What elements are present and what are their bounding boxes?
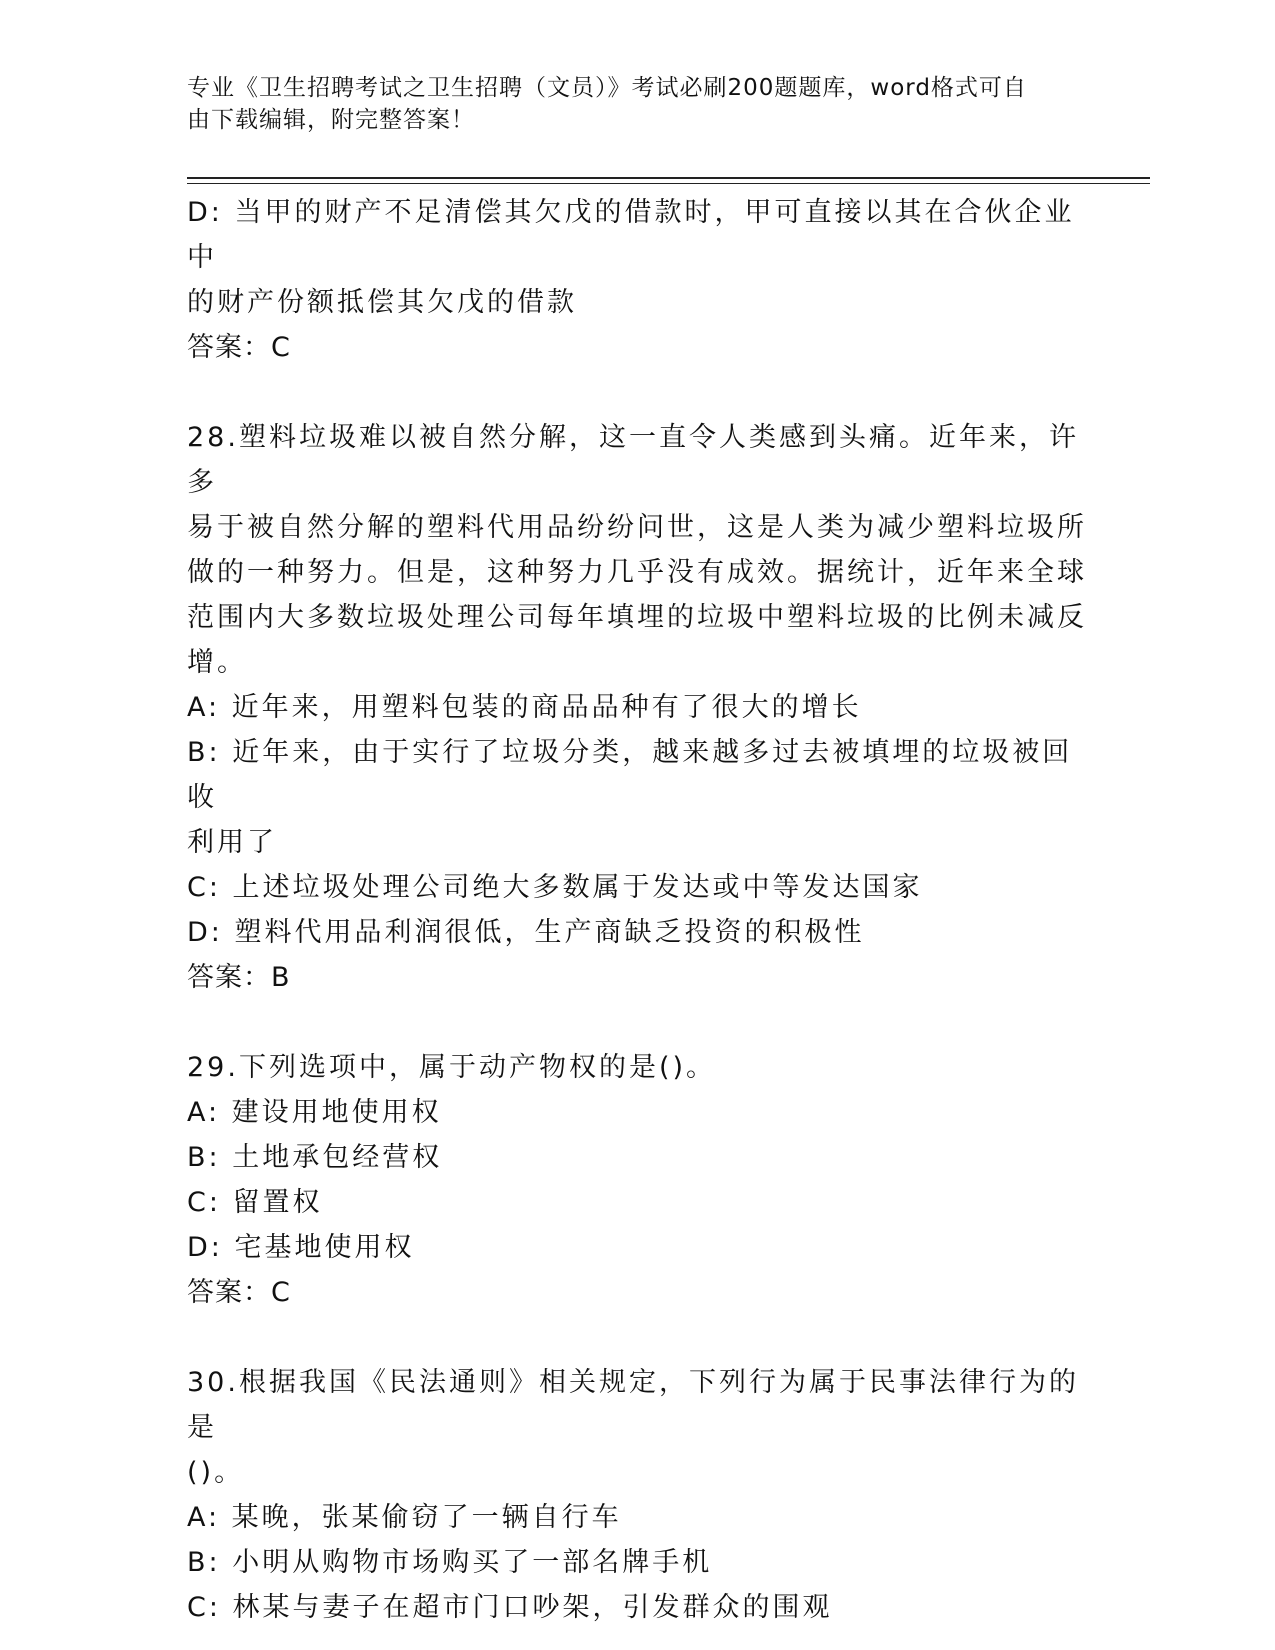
option-d-line-2: 的财产份额抵偿其欠戊的借款 [187, 287, 577, 318]
option-b-line-2: 利用了 [187, 827, 277, 858]
option-d: D: 塑料代用品利润很低，生产商缺乏投资的积极性 [187, 917, 865, 948]
answer-27: 答案：C [187, 332, 291, 363]
header-title-line-1: 专业《卫生招聘考试之卫生招聘（文员）》考试必刷200题题库，word格式可自 [187, 75, 1027, 101]
question-27-tail [187, 190, 1087, 370]
option-b: B: 土地承包经营权 [187, 1142, 443, 1173]
header-rule-thin [187, 183, 1150, 184]
question-stem-line-2: 易于被自然分解的塑料代用品纷纷问世，这是人类为减少塑料垃圾所 [187, 512, 1087, 543]
question-stem-line-3: 做的一种努力。但是，这种努力几乎没有成效。据统计，近年来全球 [187, 557, 1087, 588]
question-stem-line-1: 30.根据我国《民法通则》相关规定，下列行为属于民事法律行为的是 [187, 1367, 1079, 1443]
answer-28: 答案：B [187, 962, 291, 993]
option-c: C: 留置权 [187, 1187, 323, 1218]
option-c: C: 上述垃圾处理公司绝大多数属于发达或中等发达国家 [187, 872, 923, 903]
header-rule-thick [187, 177, 1150, 179]
question-29 [187, 1045, 1087, 1315]
question-stem-line-4: 范围内大多数垃圾处理公司每年填埋的垃圾中塑料垃圾的比例未减反 [187, 602, 1087, 633]
option-a: A: 近年来，用塑料包装的商品品种有了很大的增长 [187, 692, 862, 723]
option-b-line-1: B: 近年来，由于实行了垃圾分类，越来越多过去被填埋的垃圾被回收 [187, 737, 1073, 813]
option-a: A: 建设用地使用权 [187, 1097, 442, 1128]
option-c: C: 林某与妻子在超市门口吵架，引发群众的围观 [187, 1592, 833, 1623]
question-content [187, 190, 1087, 1630]
header-title-line-2: 由下载编辑，附完整答案！ [187, 107, 475, 133]
question-stem-line-5: 增。 [187, 647, 247, 678]
question-stem-line-2: ()。 [187, 1457, 245, 1488]
option-a: A: 某晚，张某偷窃了一辆自行车 [187, 1502, 622, 1533]
answer-29: 答案：C [187, 1277, 291, 1308]
option-d-line-1: D: 当甲的财产不足清偿其欠戊的借款时，甲可直接以其在合伙企业中 [187, 197, 1075, 273]
question-28 [187, 415, 1087, 1000]
option-d: D: 宅基地使用权 [187, 1232, 415, 1263]
page-header [187, 72, 1067, 136]
option-b: B: 小明从购物市场购买了一部名牌手机 [187, 1547, 713, 1578]
question-stem-line-1: 28.塑料垃圾难以被自然分解，这一直令人类感到头痛。近年来，许多 [187, 422, 1079, 498]
question-stem: 29.下列选项中，属于动产物权的是()。 [187, 1052, 717, 1083]
question-30 [187, 1360, 1087, 1630]
